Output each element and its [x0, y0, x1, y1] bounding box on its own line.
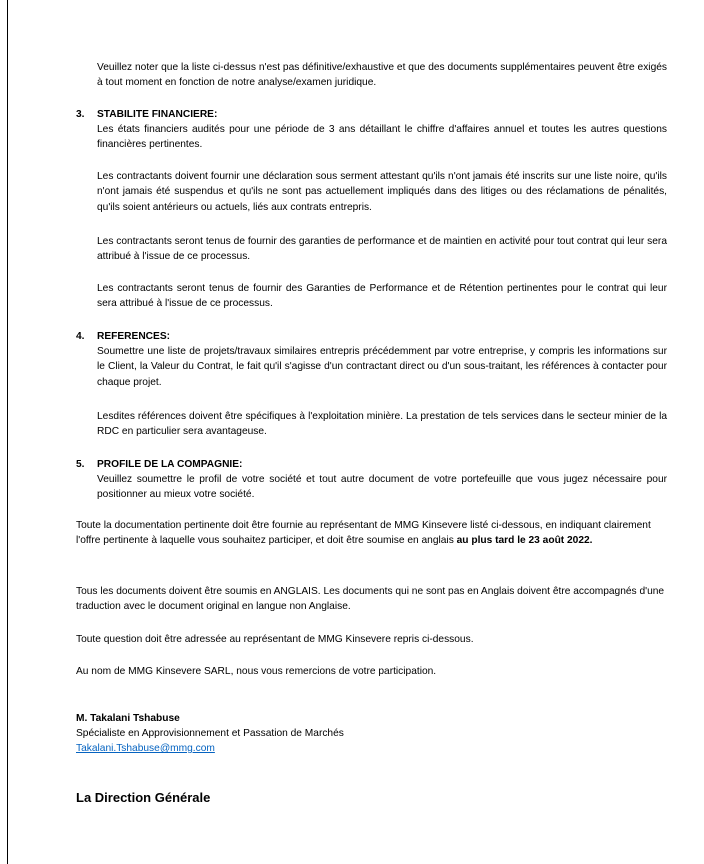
section-4-paragraph-1: Soumettre une liste de projets/travaux similaires entrepris précédemment par votre entreprise, y compris les informations sur le Client, la Valeur du Contrat, le fait qu'il s'agisse d'un contractant direct ou d'un sous-traitant, les références à contacter pour chaque projet.: [97, 346, 667, 388]
section-3-number: 3.: [76, 109, 85, 120]
section-5-title: PROFILE DE LA COMPAGNIE:: [97, 459, 243, 470]
signatory-name: M. Takalani Tshabuse: [76, 713, 180, 724]
section-3-title: STABILITE FINANCIERE:: [97, 109, 218, 120]
signatory-email-link[interactable]: Takalani.Tshabuse@mmg.com: [76, 743, 215, 754]
language-note: Tous les documents doivent être soumis en ANGLAIS. Les documents qui ne sont pas en Anglais doivent être accompagnés d'une traduction avec le document original en langue non Anglaise.: [76, 586, 665, 613]
section-4-title: REFERENCES:: [97, 331, 171, 342]
submission-text: Toute la documentation pertinente doit être fournie au représentant de MMG Kinsevere listé ci-dessous, en indiquant clairement l'offre pertinente à laquelle vous souhaitez participer, et doit être soumise en anglais: [76, 520, 651, 547]
submission-deadline: au plus tard le 23 août 2022.: [456, 535, 593, 547]
section-4-number: 4.: [76, 331, 85, 342]
signatory-role: Spécialiste en Approvisionnement et Passation de Marchés: [76, 728, 344, 739]
closing-title: La Direction Générale: [76, 790, 211, 805]
section-3-paragraph-1: Les états financiers audités pour une période de 3 ans détaillant le chiffre d'affaires annuel et toutes les autres questions financières pertinentes.: [97, 124, 667, 151]
thanks-note: Au nom de MMG Kinsevere SARL, nous vous remercions de votre participation.: [76, 666, 437, 677]
intro-note: Veuillez noter que la liste ci-dessus n'est pas définitive/exhaustive et que des documents supplémentaires peuvent être exigés à tout moment en fonction de notre analyse/examen juridique.: [97, 62, 667, 89]
submission-paragraph: [76, 518, 668, 549]
section-3-paragraph-4: Les contractants seront tenus de fournir des Garanties de Performance et de Rétention pertinentes pour le contrat qui leur sera attribué à l'issue de ce processus.: [97, 283, 667, 310]
page-left-border: [7, 0, 8, 864]
section-4-paragraph-2: Lesdites références doivent être spécifiques à l'exploitation minière. La prestation de tels services dans le secteur minier de la RDC en particulier sera avantageuse.: [97, 411, 667, 438]
section-3-paragraph-2: Les contractants doivent fournir une déclaration sous serment attestant qu'ils n'ont jamais été inscrits sur une liste noire, qu'ils n'ont jamais été suspendus et qu'ils ne sont pas actuellement impliqués dans des litiges ou des réclamations de pénalités, qu'ils soient antérieurs ou actuels, liés aux contrats entrepris.: [97, 171, 667, 213]
questions-note: Toute question doit être adressée au représentant de MMG Kinsevere repris ci-dessous.: [76, 634, 474, 645]
section-3-paragraph-3: Les contractants seront tenus de fournir des garanties de performance et de maintien en activité pour tout contrat qui leur sera attribué à l'issue de ce processus.: [97, 236, 667, 263]
section-5-number: 5.: [76, 459, 85, 470]
section-5-paragraph-1: Veuillez soumettre le profil de votre société et tout autre document de votre portefeuille que vous jugez nécessaire pour positionner au mieux votre société.: [97, 474, 667, 501]
